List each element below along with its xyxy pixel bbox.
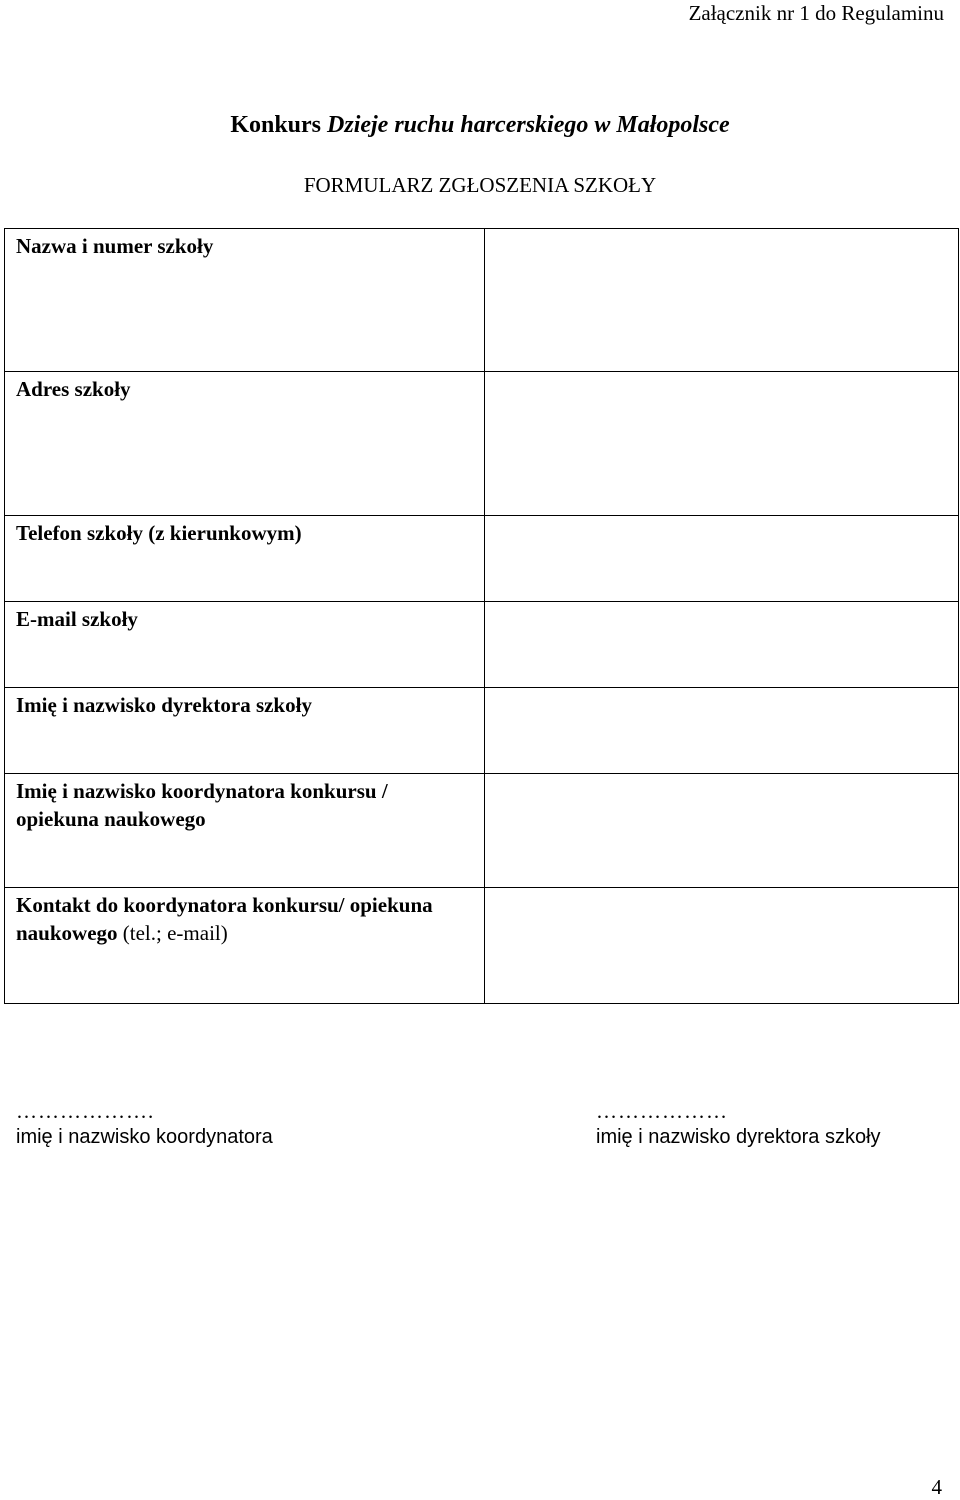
label-text: Nazwa i numer szkoły [16,234,214,258]
title-prefix: Konkurs [230,112,322,138]
signature-dots: ………………. [16,1099,155,1123]
label-school-address [5,372,485,516]
label-director-name [5,688,485,774]
label-text: Imię i nazwisko koordynatora konkursu / opiekuna naukowego [16,779,388,831]
annex-label: Załącznik nr 1 do Regulaminu [688,1,944,25]
label-school-name [5,229,485,372]
signature-dots: ……………… [596,1099,728,1123]
page-number: 4 [931,1475,942,1499]
label-text: Kontakt do koordynatora konkursu/ opiekuna naukowego [16,893,433,945]
field-school-address[interactable] [485,372,959,516]
row-coordinator-name [5,774,959,888]
label-text: Imię i nazwisko dyrektora szkoły [16,693,312,717]
label-school-email [5,602,485,688]
row-school-email [5,602,959,688]
row-school-name [5,229,959,372]
field-school-phone[interactable] [485,516,959,602]
field-director-name[interactable] [485,688,959,774]
document-title [0,110,960,140]
label-school-phone [5,516,485,602]
row-school-phone [5,516,959,602]
label-coordinator-name [5,774,485,888]
signature-caption: imię i nazwisko koordynatora [16,1126,273,1148]
form-subtitle: FORMULARZ ZGŁOSZENIA SZKOŁY [303,173,657,197]
field-coordinator-name[interactable] [485,774,959,888]
signature-coordinator [16,1098,273,1150]
row-coordinator-contact [5,888,959,1004]
signature-caption: imię i nazwisko dyrektora szkoły [596,1126,881,1148]
field-school-name[interactable] [485,229,959,372]
field-school-email[interactable] [485,602,959,688]
title-italic: Dzieje ruchu harcerskiego w Małopolsce [327,112,730,138]
label-text: E-mail szkoły [16,607,138,631]
label-coordinator-contact [5,888,485,1004]
label-text: Adres szkoły [16,377,131,401]
field-coordinator-contact[interactable] [485,888,959,1004]
label-text: Telefon szkoły (z kierunkowym) [16,521,302,545]
label-text-rest: (tel.; e-mail) [117,921,228,945]
row-school-address [5,372,959,516]
signature-director [596,1098,881,1150]
registration-form-table [4,228,959,1004]
row-director-name [5,688,959,774]
